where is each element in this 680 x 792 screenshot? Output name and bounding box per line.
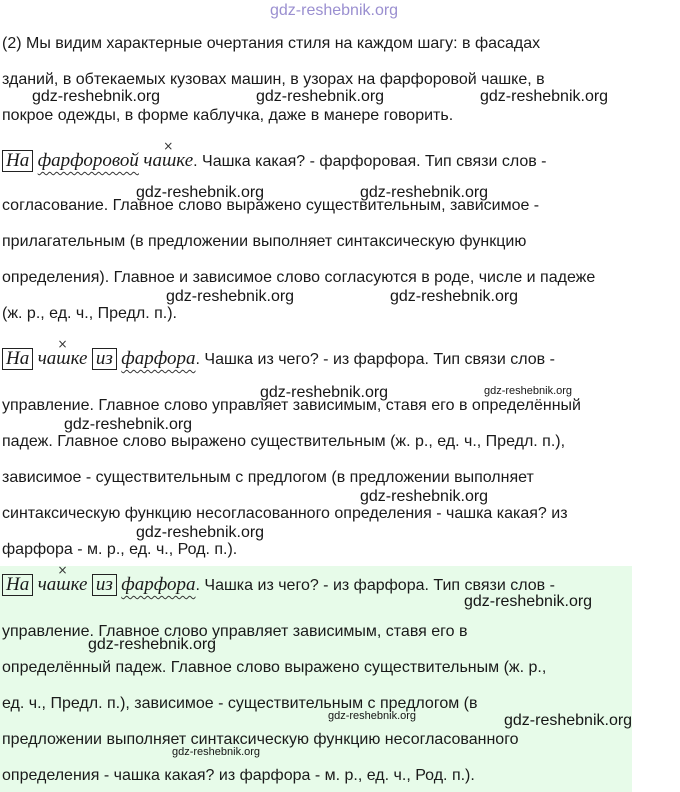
block1-prep-box: На xyxy=(2,150,33,172)
block2-rest: . Чашка из чего? - из фарфора. Тип связи слов - xyxy=(195,351,555,368)
watermark: gdz-reshebnik.org xyxy=(64,416,193,433)
block1-phrase-line xyxy=(2,139,547,172)
intro-line-3: покрое одежды, в форме каблучка, даже в манере говорить. xyxy=(2,107,454,124)
watermark: gdz-reshebnik.org xyxy=(32,88,161,105)
block3-prep-box: На xyxy=(2,574,33,596)
watermark: gdz-reshebnik.org xyxy=(166,288,295,305)
block1-line-4: (ж. р., ед. ч., Предл. п.). xyxy=(2,305,177,322)
block2-main-word xyxy=(37,337,88,369)
block3-line-5: определения - чашка какая? из фарфора - м. р., ед. ч., Род. п.). xyxy=(2,767,475,784)
watermark: gdz-reshebnik.org xyxy=(88,636,217,653)
block3-main-word xyxy=(37,563,88,595)
main-word-cross-icon: × xyxy=(163,139,174,153)
block3-line-4: предложении выполняет синтаксическую функцию несогласованного xyxy=(2,731,519,748)
block3-dependent-word: фарфора xyxy=(121,574,196,595)
block3-main-word-text: чашке xyxy=(37,574,88,595)
block2-line-1: управление. Главное слово управляет зависимым, ставя его в определённый xyxy=(2,397,581,414)
watermark: gdz-reshebnik.org xyxy=(136,524,265,541)
watermark: gdz-reshebnik.org xyxy=(360,184,489,201)
block1-line-1: согласование. Главное слово выражено существительным, зависимое - xyxy=(2,197,540,214)
block1-main-word-text: чашке xyxy=(143,150,194,171)
intro-line-1: (2) Мы видим характерные очертания стиля на каждом шагу: в фасадах xyxy=(2,35,541,52)
block2-line-5: фарфора - м. р., ед. ч., Род. п.). xyxy=(2,541,238,558)
block2-line-3: зависимое - существительным с предлогом (в предложении выполняет xyxy=(2,469,534,486)
block3-line-3: ед. ч., Предл. п.), зависимое - существительным с предлогом (в xyxy=(2,695,478,712)
watermark: gdz-reshebnik.org xyxy=(136,184,265,201)
intro-line-2: зданий, в обтекаемых кузовах машин, в узорах на фарфоровой чашке, в xyxy=(2,71,545,88)
block3-prep2-box: из xyxy=(92,574,117,596)
block2-prep-box: На xyxy=(2,348,33,370)
watermark: gdz-reshebnik.org xyxy=(504,712,633,729)
main-word-cross-icon: × xyxy=(57,563,68,577)
block3-line-1: управление. Главное слово управляет зависимым, ставя его в xyxy=(2,623,468,640)
block2-line-2: падеж. Главное слово выражено существительным (ж. р., ед. ч., Предл. п.), xyxy=(2,433,566,450)
watermark: gdz-reshebnik.org xyxy=(480,88,609,105)
watermark-top: gdz-reshebnik.org xyxy=(270,2,399,19)
watermark-small: gdz-reshebnik.org xyxy=(172,746,261,758)
watermark: gdz-reshebnik.org xyxy=(256,88,385,105)
watermark-small: gdz-reshebnik.org xyxy=(484,385,573,397)
block1-line-2: прилагательным (в предложении выполняет синтаксическую функцию xyxy=(2,233,527,250)
watermark: gdz-reshebnik.org xyxy=(464,593,593,610)
watermark: gdz-reshebnik.org xyxy=(360,488,489,505)
block2-prep2-box: из xyxy=(92,348,117,370)
block2-main-word-text: чашке xyxy=(37,348,88,369)
block1-rest: . Чашка какая? - фарфоровая. Тип связи слов - xyxy=(193,153,547,170)
block2-phrase-line xyxy=(2,337,555,370)
watermark: gdz-reshebnik.org xyxy=(390,288,519,305)
block3-line-2: определённый падеж. Главное слово выражено существительным (ж. р., xyxy=(2,659,547,676)
watermark-small: gdz-reshebnik.org xyxy=(328,710,417,722)
block2-dependent-word: фарфора xyxy=(121,348,196,369)
main-word-cross-icon: × xyxy=(57,337,68,351)
block2-line-4: синтаксическую функцию несогласованного определения - чашка какая? из xyxy=(2,505,568,522)
block1-main-word xyxy=(143,139,194,171)
block1-dependent-word: фарфоровой xyxy=(37,150,139,171)
watermark: gdz-reshebnik.org xyxy=(260,384,389,401)
block3-rest: . Чашка из чего? - из фарфора. Тип связи слов - xyxy=(195,577,555,594)
block1-line-3: определения). Главное и зависимое слово согласуются в роде, числе и падеже xyxy=(2,269,596,286)
